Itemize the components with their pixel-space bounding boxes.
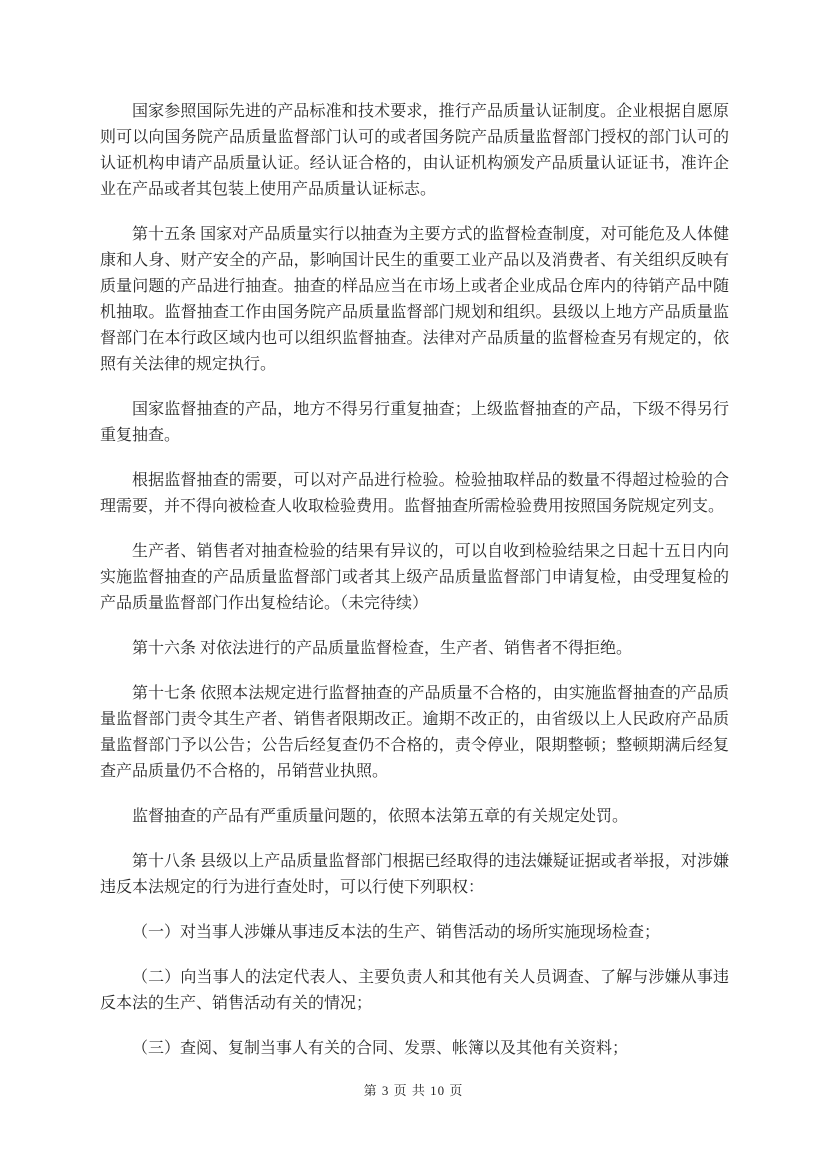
paragraph-severe-quality-penalty: 监督抽查的产品有严重质量问题的，依照本法第五章的有关规定处罚。 [132,808,629,825]
list-item-power-2: （二）向当事人的法定代表人、主要负责人和其他有关人员调查、了解与涉嫌从事违反本法的生产、销售活动有关的情况； [100,969,729,1012]
paragraph-article-18: 第十八条 县级以上产品质量监督部门根据已经取得的违法嫌疑证据或者举报，对涉嫌违反本法规定的行为进行查处时，可以行使下列职权： [100,853,729,896]
paragraph-article-17: 第十七条 依照本法规定进行监督抽查的产品质量不合格的，由实施监督抽查的产品质量监督部门责令其生产者、销售者限期改正。逾期不改正的，由省级以上人民政府产品质量监督部门予以公告；公告后经复查仍不合格的，责令停业，限期整顿；整顿期满后经复查产品质量仍不合格的，吊销营业执照。 [100,685,729,780]
paragraph-recheck-application: 生产者、销售者对抽查检验的结果有异议的，可以自收到检验结果之日起十五日内向实施监督抽查的产品质量监督部门或者其上级产品质量监督部门申请复检，由受理复检的产品质量监督部门作出复检结论。（未完待续） [100,543,729,612]
paragraph-no-repeat-sampling: 国家监督抽查的产品，地方不得另行重复抽查；上级监督抽查的产品，下级不得另行重复抽查。 [100,401,729,444]
document-body [100,99,729,1081]
paragraph-article-15: 第十五条 国家对产品质量实行以抽查为主要方式的监督检查制度，对可能危及人体健康和人身、财产安全的产品，影响国计民生的重要工业产品以及消费者、有关组织反映有质量问题的产品进行抽查。抽查的样品应当在市场上或者企业成品仓库内的待销产品中随机抽取。监督抽查工作由国务院产品质量监督部门规划和组织。县级以上地方产品质量监督部门在本行政区域内也可以组织监督抽查。法律对产品质量的监督检查另有规定的，依照有关法律的规定执行。 [100,226,729,373]
list-item-power-3: （三）查阅、复制当事人有关的合同、发票、帐簿以及其他有关资料； [132,1040,629,1057]
paragraph-article-16: 第十六条 对依法进行的产品质量监督检查，生产者、销售者不得拒绝。 [132,640,633,657]
list-item-power-1: （一）对当事人涉嫌从事违反本法的生产、销售活动的场所实施现场检查； [132,924,661,941]
paragraph-inspection-needs: 根据监督抽查的需要，可以对产品进行检验。检验抽取样品的数量不得超过检验的合理需要，并不得向被检查人收取检验费用。监督抽查所需检验费用按照国务院规定列支。 [100,472,729,515]
paragraph-certification-system: 国家参照国际先进的产品标准和技术要求，推行产品质量认证制度。企业根据自愿原则可以向国务院产品质量监督部门认可的或者国务院产品质量监督部门授权的部门认可的认证机构申请产品质量认证。经认证合格的，由认证机构颁发产品质量认证证书，准许企业在产品或者其包装上使用产品质量认证标志。 [100,103,729,198]
page-footer: 第 3 页 共 10 页 [363,1083,464,1098]
